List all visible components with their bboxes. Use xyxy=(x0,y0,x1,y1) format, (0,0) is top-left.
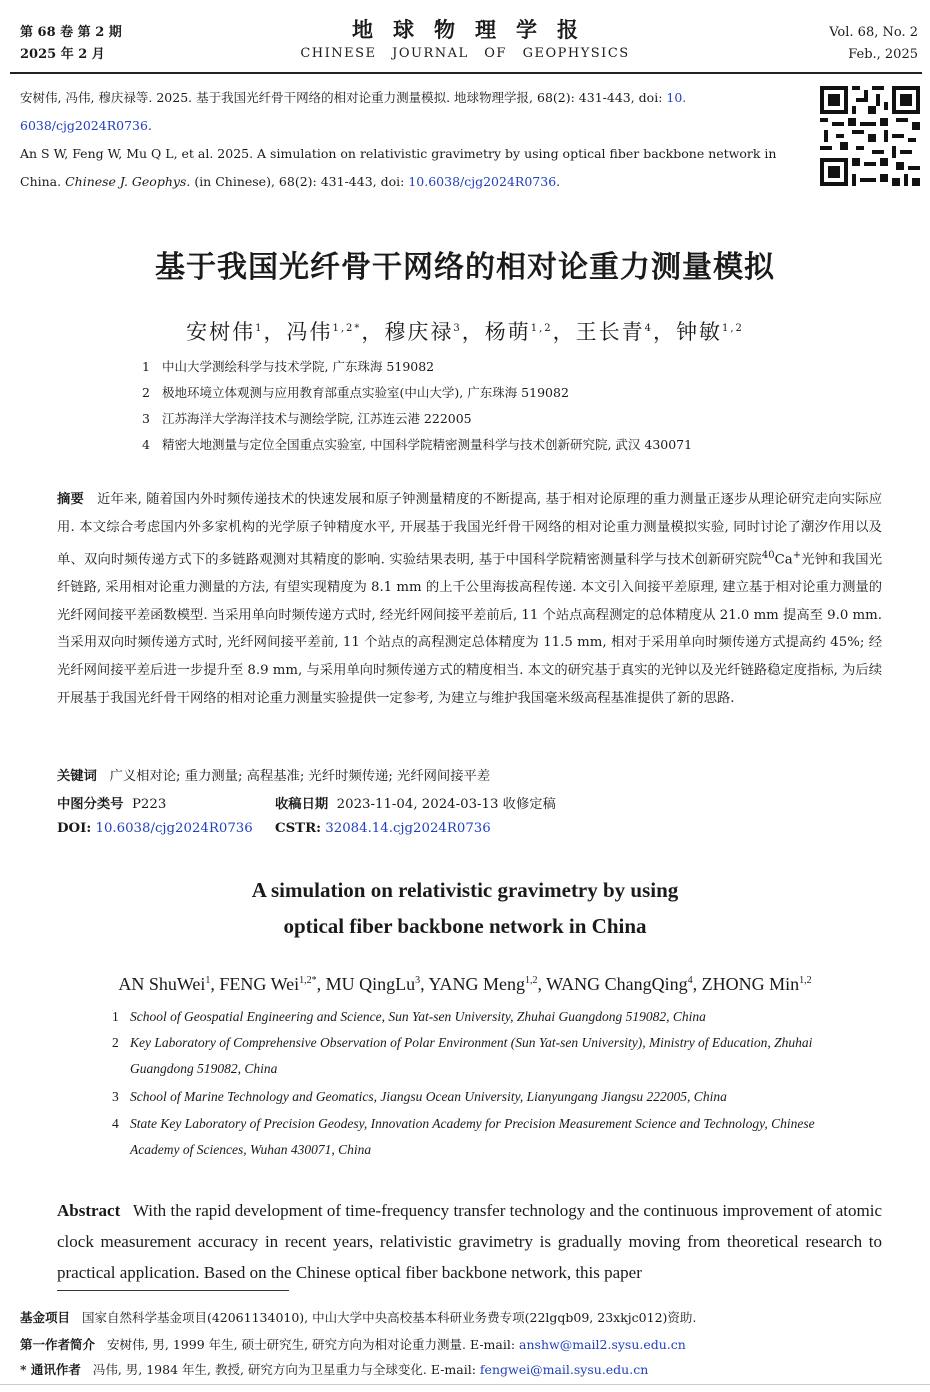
citation-cn: 安树伟, 冯伟, 穆庆禄等. 2025. 基于我国光纤骨干网络的相对论重力测量模拟. 地球物理学报, 68(2): 431-443, doi: 10. 6038/cjg2024R0736. xyxy=(20,90,687,133)
journal-name-en: CHINESE JOURNAL OF GEOPHYSICS xyxy=(300,46,630,61)
footnote-corresponding-author: * 通讯作者 冯伟, 男, 1984 年生, 教授, 研究方向为卫星重力与全球变化. E-mail: fengwei@mail.sysu.edu.cn xyxy=(20,1362,649,1377)
citation-en-doi-link[interactable]: 10.6038/cjg2024R0736 xyxy=(408,174,557,189)
citation-cn-doi-link[interactable]: 10. 6038/cjg2024R0736 xyxy=(20,90,687,133)
authors-cn: 安树伟$^1$，冯伟$^{1,2*}$，穆庆禄$^3$，杨萌$^{1,2}$，王长青$^4$，钟敏$^{1,2}$ xyxy=(186,320,744,344)
journal-name-cn: 地球物理学报 xyxy=(352,17,598,42)
first-author-email-link[interactable]: anshw@mail2.sysu.edu.cn xyxy=(519,1337,686,1352)
footnote-funding: 基金项目 国家自然科学基金项目(42061134010), 中山大学中央高校基本科研业务费专项(22lgqb09, 23xkjc012)资助. xyxy=(20,1310,697,1325)
corresponding-email-link[interactable]: fengwei@mail.sysu.edu.cn xyxy=(479,1362,649,1377)
qr-code-icon[interactable] xyxy=(820,86,920,186)
author-en: AN ShuWei$^1$ xyxy=(118,974,211,994)
abstract-cn: 摘要 近年来, 随着国内外时频传递技术的快速发展和原子钟测量精度的不断提高, 基于相对论原理的重力测量正逐步从理论研究走向实际应用. 本文综合考虑国内外多家机构的光学原子钟精度水平, 开展基于我国光纤骨干网络的相对论重力测量模拟实验, 同时讨论了潮汐作用以及单、双向时频传递方式下的多链路观测对其精度的影响. 实验结果表明, 基于中国科学院精密测量科学与技术创新研究院$^{40}$Ca+光钟和我国光纤链路, 采用相对论重力测量的方法, 有望实现精度为 8.1 mm 的上千公里海拔高程传递. 本文引入间接平差原理, 建立基于相对论重力测量的光纤网间接平差函数模型. 当采用单向时频传递方式时, 经光纤网间接平差前后, 11 个站点高程测定的总体精度从 21.0 mm 提高至 9.0 mm. 当采用双向时频传递方式时, 光纤网间接平差前, 11 个站点的高程测定总体精度为 11.5 mm, 相对于采用单向时频传递方式提高约 45%; 经光纤网间接平差后进一步提升至 8.9 mm, 与采用单向时频传递方式的精度相当. 本文的研究基于真实的光钟以及光纤链路稳定度指标, 为后续开展基于我国光纤骨干网络的相对论重力测量实验提供一定参考, 为建立与维护我国毫米级高程基准提供了新的思路. xyxy=(57,492,883,706)
author-en: WANG ChangQing$^4$ xyxy=(546,974,693,994)
author-en: MU QingLu$^3$ xyxy=(325,974,421,994)
citation-block xyxy=(20,84,800,196)
doi: DOI: 10.6038/cjg2024R0736 xyxy=(57,821,253,836)
author-cn: 安树伟$^1$ xyxy=(186,320,264,344)
affiliation-en: 3 School of Marine Technology and Geomatics, Jiangsu Ocean University, Lianyungang Jiangsu 222005, China xyxy=(112,1089,727,1104)
cstr: CSTR: 32084.14.cjg2024R0736 xyxy=(275,821,491,836)
paper-title-cn: 基于我国光纤骨干网络的相对论重力测量模拟 xyxy=(155,250,775,285)
affiliation-en: 2 Key Laboratory of Comprehensive Observation of Polar Environment (Sun Yat-sen University), Ministry of Education, Zhuhai Guangdong 519082, China xyxy=(112,1035,813,1076)
affiliation-en: 4 State Key Laboratory of Precision Geodesy, Innovation Academy for Precision Measurement Science and Technology, Chinese Academy of Sciences, Wuhan 430071, China xyxy=(112,1116,815,1157)
affiliation-en: 1 School of Geospatial Engineering and Science, Sun Yat-sen University, Zhuhai Guangdong 519082, China xyxy=(112,1009,706,1024)
doi-link[interactable]: 10.6038/cjg2024R0736 xyxy=(95,821,253,836)
footnote-rule xyxy=(57,1290,289,1291)
keywords: 关键词 广义相对论; 重力测量; 高程基准; 光纤时频传递; 光纤网间接平差 xyxy=(57,769,491,784)
author-cn: 冯伟$^{1,2*}$ xyxy=(286,320,362,344)
paper-title-en: A simulation on relativistic gravimetry by using optical fiber backbone network in China xyxy=(251,878,679,938)
abstract-cn-label: 摘要 xyxy=(57,492,84,507)
journal-masthead xyxy=(0,14,930,61)
classification-number: 中图分类号 P223 xyxy=(57,797,167,812)
footnote-first-author: 第一作者简介 安树伟, 男, 1999 年生, 硕士研究生, 研究方向为相对论重力测量. E-mail: anshw@mail2.sysu.edu.cn xyxy=(20,1337,686,1352)
author-en: YANG Meng$^{1,2}$ xyxy=(428,974,538,994)
author-en: ZHONG Min$^{1,2}$ xyxy=(701,974,812,994)
volume-en: Vol. 68, No. 2 xyxy=(829,25,918,40)
affiliation-cn: 2 极地环境立体观测与应用教育部重点实验室(中山大学), 广东珠海 519082 xyxy=(142,385,569,400)
author-cn: 杨萌$^{1,2}$ xyxy=(484,320,553,344)
cstr-link[interactable]: 32084.14.cjg2024R0736 xyxy=(325,821,491,836)
author-cn: 王长青$^4$ xyxy=(575,320,654,344)
affiliation-cn: 4 精密大地测量与定位全国重点实验室, 中国科学院精密测量科学与技术创新研究院, 武汉 430071 xyxy=(142,437,693,452)
date-en: Feb., 2025 xyxy=(848,47,918,62)
author-cn: 钟敏$^{1,2}$ xyxy=(676,320,744,344)
author-en: FENG Wei$^{1,2*}$ xyxy=(219,974,317,994)
author-cn: 穆庆禄$^3$ xyxy=(384,320,462,344)
header-rule xyxy=(10,72,922,74)
received-date: 收稿日期 2023-11-04, 2024-03-13 收修定稿 xyxy=(275,797,556,812)
abstract-en: Abstract With the rapid development of time-frequency transfer technology and the continuous improvement of atomic clock measurement accuracy in recent years, relativistic gravimetry is gradually moving from theoretical research to practical application. Based on the Chinese optical fiber backbone network, this paper xyxy=(57,1201,882,1282)
date-cn: 2025 年 2 月 xyxy=(20,47,105,62)
affiliation-cn: 3 江苏海洋大学海洋技术与测绘学院, 江苏连云港 222005 xyxy=(142,411,472,426)
affiliation-cn: 1 中山大学测绘科学与技术学院, 广东珠海 519082 xyxy=(142,359,435,374)
citation-en: An S W, Feng W, Mu Q L, et al. 2025. A simulation on relativistic gravimetry by using optical fiber backbone network in China. Chinese J. Geophys. (in Chinese), 68(2): 431-443, doi: 10.6038/cjg2024R0736. xyxy=(20,146,777,189)
volume-cn: 第 68 卷 第 2 期 xyxy=(20,25,122,40)
abstract-en-label: Abstract xyxy=(57,1201,121,1220)
issue-info-en xyxy=(829,22,918,66)
page-bottom-edge xyxy=(0,1384,930,1385)
authors-en: AN ShuWei$^1$, FENG Wei$^{1,2*}$, MU QingLu$^3$, YANG Meng$^{1,2}$, WANG ChangQing$^4$, ZHONG Min$^{1,2}$ xyxy=(118,974,812,994)
